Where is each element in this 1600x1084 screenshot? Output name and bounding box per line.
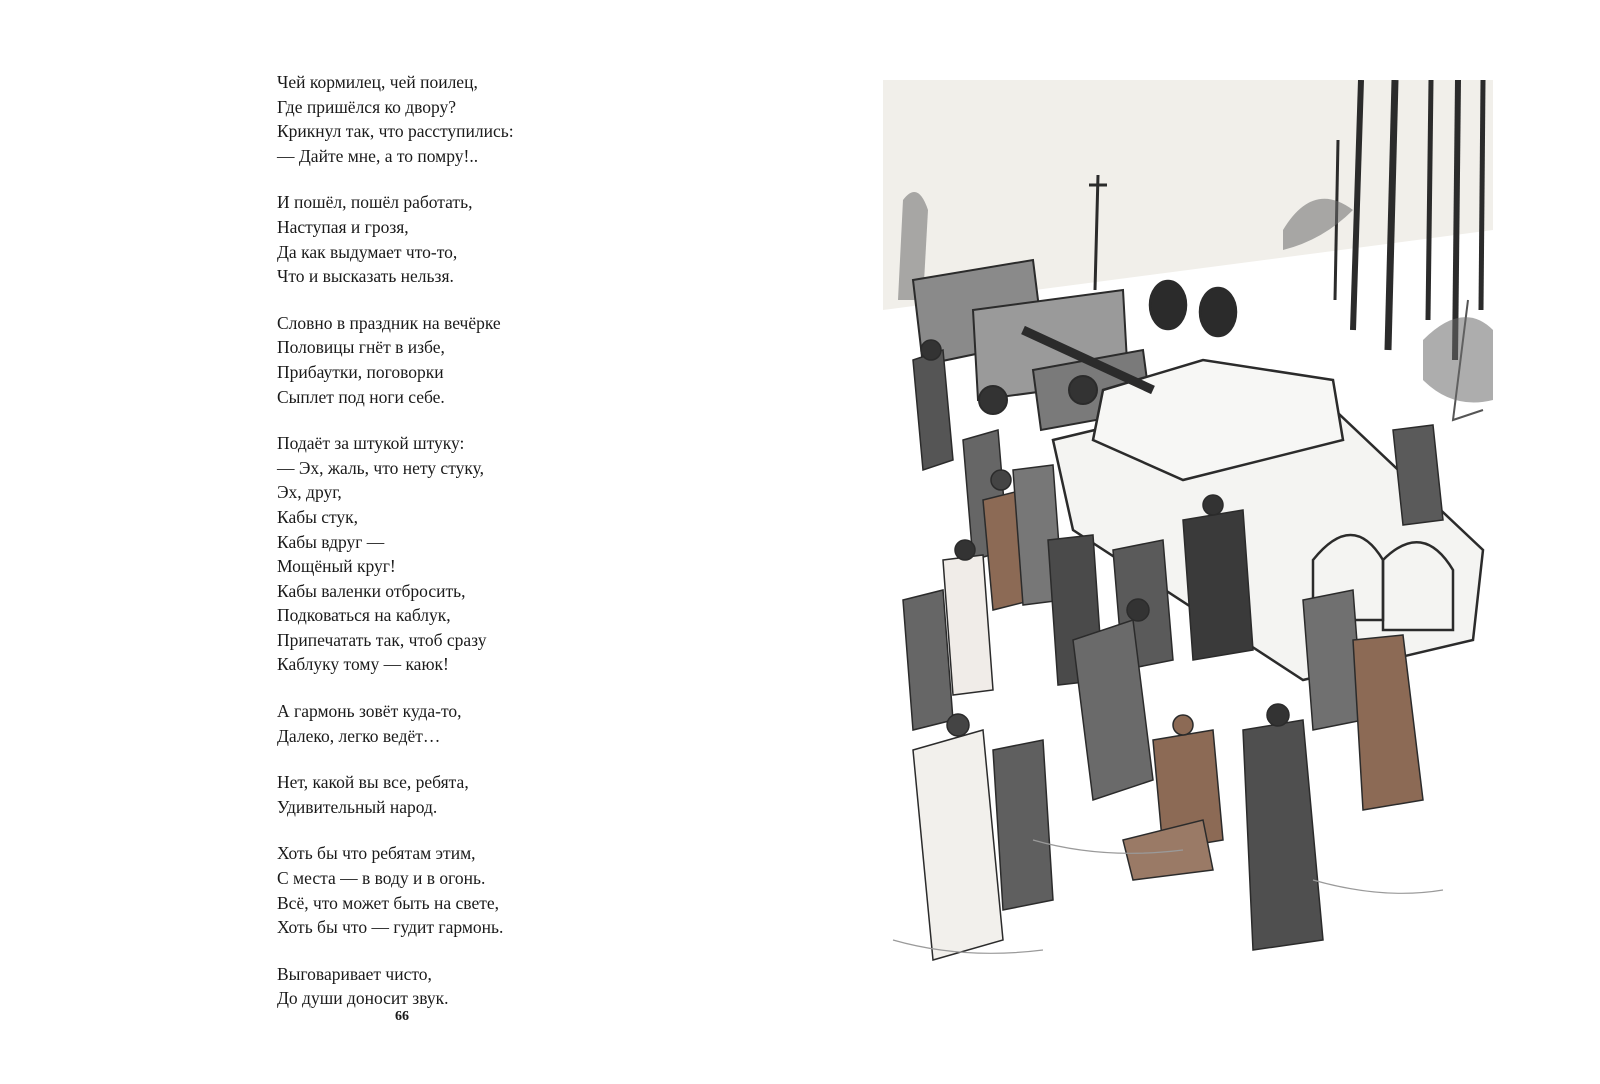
poem-line: Сыплет под ноги себе. — [277, 386, 445, 407]
stanza — [277, 311, 717, 409]
poem-line: — Дайте мне, а то помру!.. — [277, 145, 479, 166]
poem-line: Всё, что может быть на свете, — [277, 892, 499, 913]
poem-line: Да как выдумает что-то, — [277, 241, 458, 262]
stanza — [277, 770, 717, 819]
stanza — [277, 841, 717, 939]
stanza — [277, 699, 717, 748]
poem-line: Чей кормилец, чей поилец, — [277, 72, 478, 92]
poem-line: Далеко, легко ведёт… — [277, 725, 441, 746]
poem-text — [277, 70, 717, 1033]
poem-line: Кабы вдруг — — [277, 531, 385, 552]
poem-line: Мощёный круг! — [277, 556, 396, 577]
page-number: 66 — [395, 1009, 409, 1024]
stanza — [277, 190, 717, 288]
poem-line: Что и высказать нельзя. — [277, 266, 454, 287]
poem-line: Припечатать так, чтоб сразу — [277, 629, 487, 650]
poem-line: Половицы гнёт в избе, — [277, 337, 445, 358]
poem-line: Крикнул так, что расступились: — [277, 121, 514, 142]
poem-line: Каблуку тому — каюк! — [277, 654, 449, 675]
poem-line: Хоть бы что — гудит гармонь. — [277, 917, 504, 938]
poem-line: Кабы валенки отбросить, — [277, 580, 466, 601]
poem-line: Нет, какой вы все, ребята, — [277, 772, 469, 793]
poem-line: Выговаривает чисто, — [277, 963, 432, 984]
poem-line: Эх, друг, — [277, 482, 342, 503]
soldiers-dancing-by-tank-illustration — [883, 80, 1523, 980]
poem-line: Кабы стук, — [277, 506, 359, 527]
poem-line: Хоть бы что ребятам этим, — [277, 843, 476, 864]
poem-line: Подаёт за штукой штуку: — [277, 433, 465, 454]
poem-line: Где пришёлся ко двору? — [277, 96, 457, 117]
poem-line: Наступая и грозя, — [277, 216, 409, 237]
poem-line: Словно в праздник на вечёрке — [277, 312, 501, 333]
poem-line: — Эх, жаль, что нету стуку, — [277, 457, 484, 478]
poem-line: Подковаться на каблук, — [277, 605, 451, 626]
poem-line: И пошёл, пошёл работать, — [277, 192, 473, 213]
stanza — [277, 431, 717, 677]
poem-line: Удивительный народ. — [277, 796, 438, 817]
poem-line: Прибаутки, поговорки — [277, 361, 444, 382]
poem-line: С места — в воду и в огонь. — [277, 868, 486, 889]
stanza — [277, 962, 717, 1011]
poem-line: До души доносит звук. — [277, 988, 449, 1009]
poem-line: А гармонь зовёт куда-то, — [277, 701, 462, 722]
stanza — [277, 70, 717, 168]
